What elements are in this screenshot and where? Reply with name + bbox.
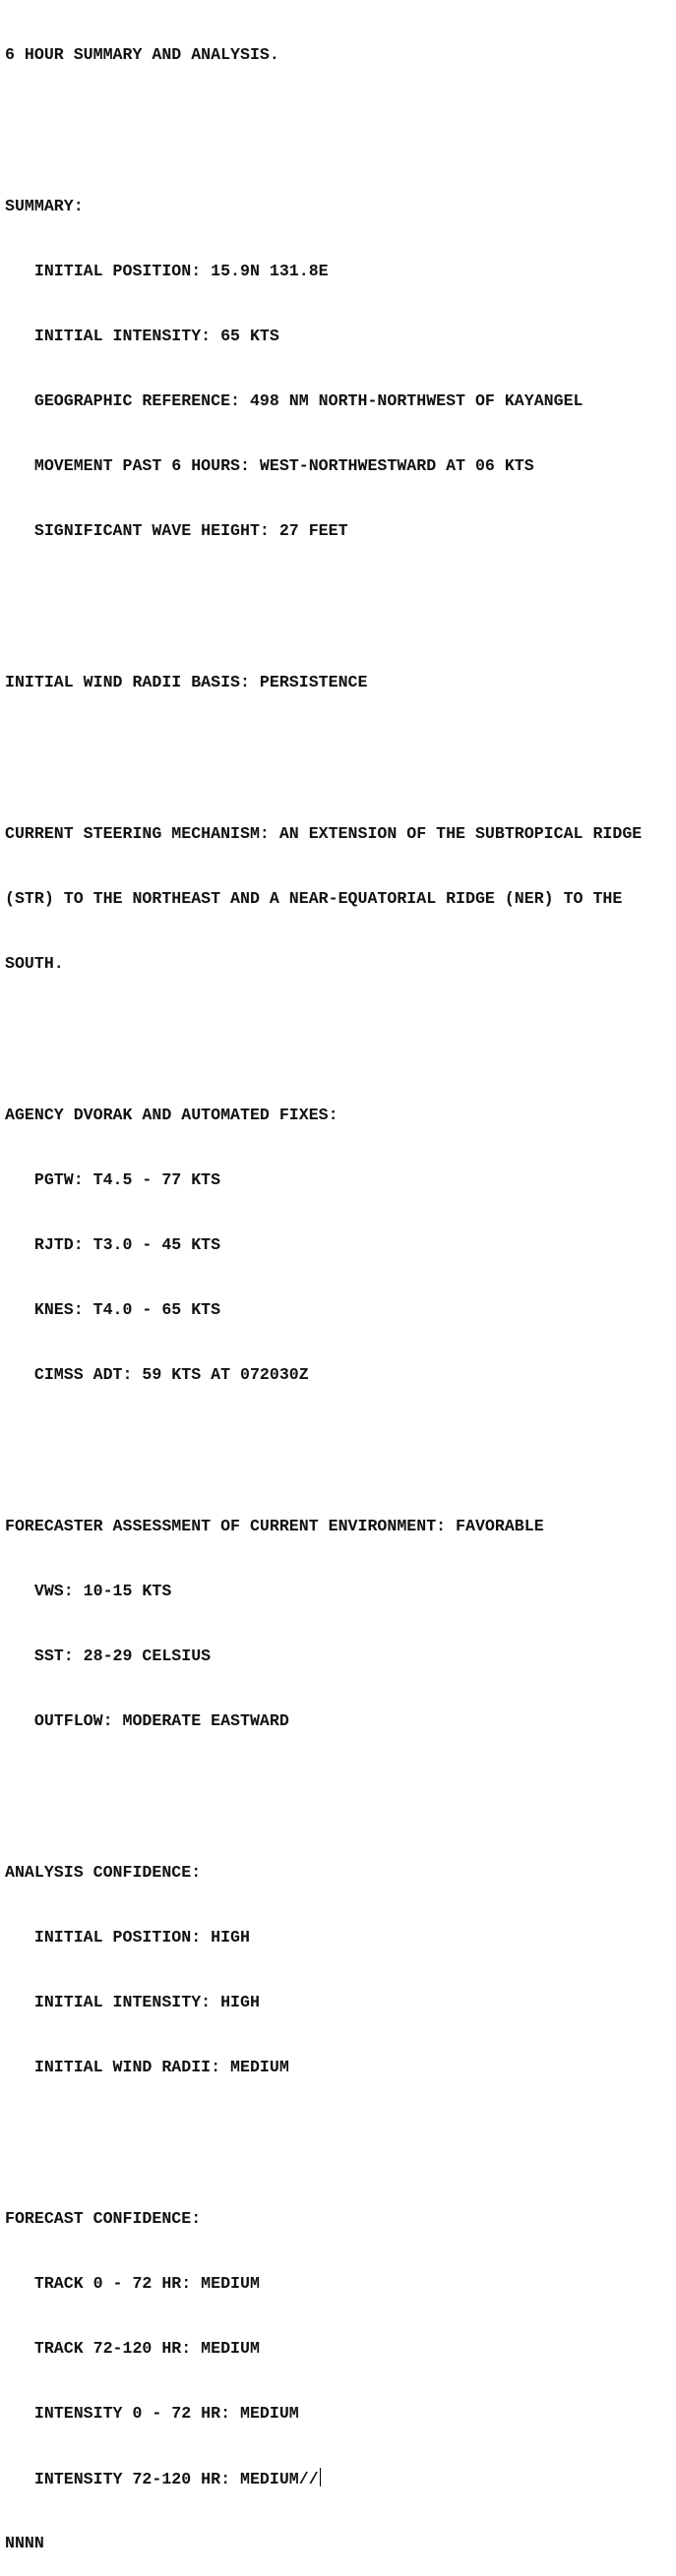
- blank-line: [5, 109, 674, 131]
- analysis-confidence-position: INITIAL POSITION: HIGH: [5, 1928, 250, 1947]
- summary-movement: MOVEMENT PAST 6 HOURS: WEST-NORTHWESTWARD AT 06 KTS: [5, 456, 534, 475]
- environment-vws: VWS: 10-15 KTS: [5, 1582, 172, 1600]
- summary-initial-position: INITIAL POSITION: 15.9N 131.8E: [5, 262, 329, 280]
- forecast-confidence-track-72-120: TRACK 72-120 HR: MEDIUM: [5, 2339, 260, 2358]
- blank-line: [5, 585, 674, 607]
- analysis-confidence-wind-radii: INITIAL WIND RADII: MEDIUM: [5, 2058, 289, 2076]
- forecast-confidence-intensity-72-120: INTENSITY 72-120 HR: MEDIUM//: [5, 2470, 319, 2488]
- blank-line: [5, 1018, 674, 1040]
- blank-line: [5, 1429, 674, 1451]
- summary-heading: SUMMARY:: [5, 197, 84, 215]
- forecast-bulletin-text[interactable]: [5, 1, 674, 2576]
- bulletin-header: 6 HOUR SUMMARY AND ANALYSIS.: [5, 45, 279, 64]
- blank-line: [5, 1775, 674, 1797]
- summary-initial-intensity: INITIAL INTENSITY: 65 KTS: [5, 327, 279, 345]
- environment-outflow: OUTFLOW: MODERATE EASTWARD: [5, 1711, 289, 1730]
- steering-line-2: (STR) TO THE NORTHEAST AND A NEAR-EQUATORIAL RIDGE (NER) TO THE: [5, 889, 623, 908]
- environment-sst: SST: 28-29 CELSIUS: [5, 1647, 212, 1665]
- fix-rjtd: RJTD: T3.0 - 45 KTS: [5, 1235, 221, 1254]
- forecast-confidence-track-0-72: TRACK 0 - 72 HR: MEDIUM: [5, 2274, 260, 2293]
- fix-knes: KNES: T4.0 - 65 KTS: [5, 1300, 221, 1319]
- steering-line-3: SOUTH.: [5, 954, 64, 973]
- steering-line-1: CURRENT STEERING MECHANISM: AN EXTENSION OF THE SUBTROPICAL RIDGE: [5, 824, 643, 843]
- summary-wave-height: SIGNIFICANT WAVE HEIGHT: 27 FEET: [5, 521, 348, 540]
- forecast-confidence-heading: FORECAST CONFIDENCE:: [5, 2209, 202, 2228]
- forecast-confidence-intensity-72-120-row: [5, 2468, 674, 2489]
- forecast-confidence-intensity-0-72: INTENSITY 0 - 72 HR: MEDIUM: [5, 2404, 299, 2423]
- fixes-heading: AGENCY DVORAK AND AUTOMATED FIXES:: [5, 1106, 338, 1124]
- blank-line: [5, 737, 674, 758]
- fix-pgtw: PGTW: T4.5 - 77 KTS: [5, 1170, 221, 1189]
- bulletin-footer: NNNN: [5, 2534, 44, 2552]
- fix-cimss-adt: CIMSS ADT: 59 KTS AT 072030Z: [5, 1365, 309, 1384]
- blank-line: [5, 2122, 674, 2143]
- summary-geographic-reference: GEOGRAPHIC REFERENCE: 498 NM NORTH-NORTHWEST OF KAYANGEL: [5, 391, 584, 410]
- text-cursor: [320, 2468, 321, 2486]
- analysis-confidence-heading: ANALYSIS CONFIDENCE:: [5, 1863, 202, 1882]
- analysis-confidence-intensity: INITIAL INTENSITY: HIGH: [5, 1993, 260, 2011]
- wind-radii-basis: INITIAL WIND RADII BASIS: PERSISTENCE: [5, 673, 368, 691]
- environment-heading: FORECASTER ASSESSMENT OF CURRENT ENVIRONMENT: FAVORABLE: [5, 1517, 544, 1535]
